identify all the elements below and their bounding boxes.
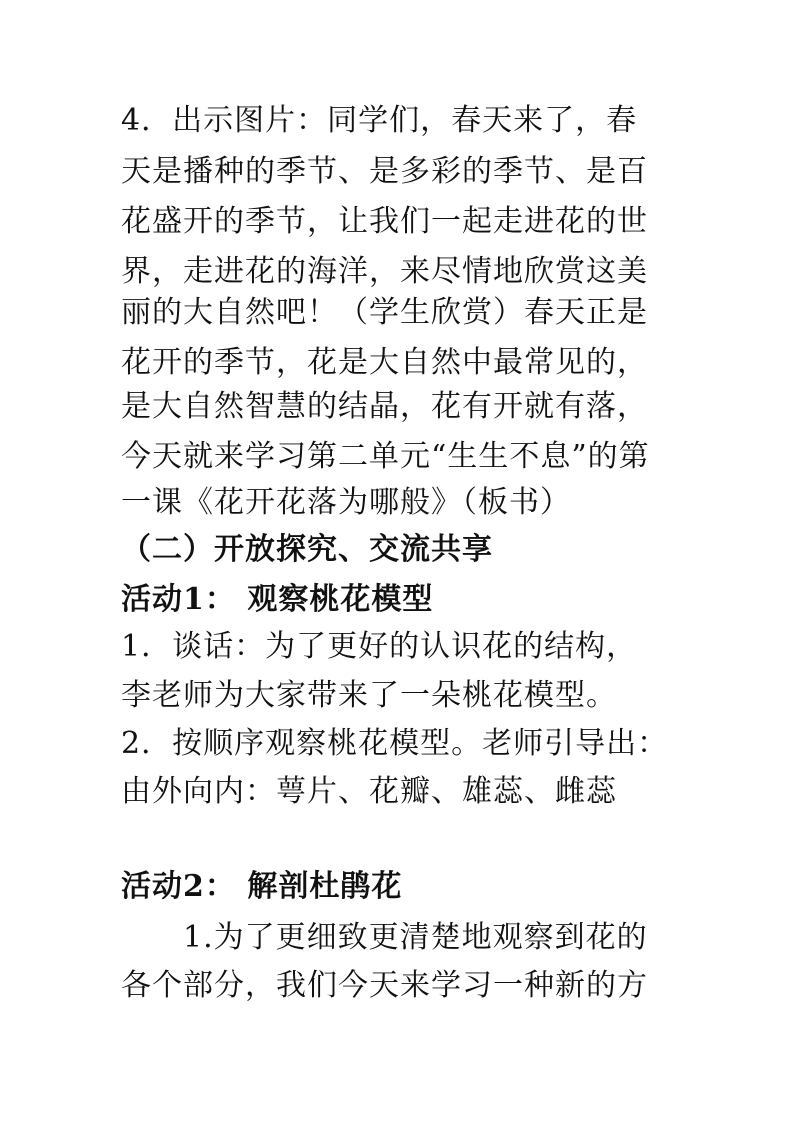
intro-line-5: 丽的大自然吧！（学生欣赏）春天正是 <box>121 295 648 330</box>
activity1-line-4: 由外向内：萼片、花瓣、雄蕊、雌蕊 <box>121 774 617 809</box>
intro-line-3: 花盛开的季节，让我们一起走进花的世 <box>121 204 648 239</box>
intro-line-7: 是大自然智慧的结晶，花有开就有落， <box>121 389 648 424</box>
activity1-line-3: 2．按顺序观察桃花模型。老师引导出： <box>121 726 669 761</box>
intro-line-2: 天是播种的季节、是多彩的季节、是百 <box>121 154 648 189</box>
activity2-heading: 活动2： 解剖杜鹃花 <box>121 869 403 904</box>
activity1-heading: 活动1： 观察桃花模型 <box>121 582 434 617</box>
intro-line-6: 花开的季节，花是大自然中最常见的， <box>121 345 648 380</box>
intro-line-4: 界，走进花的海洋，来尽情地欣赏这美 <box>121 254 648 289</box>
activity2-line-1: 1.为了更细致更清楚地观察到花的 <box>183 920 648 955</box>
section-heading: （二）开放探究、交流共享 <box>121 532 493 567</box>
intro-line-8: 今天就来学习第二单元“生生不息”的第 <box>121 439 650 474</box>
activity2-line-2: 各个部分，我们今天来学习一种新的方 <box>121 968 648 1003</box>
intro-line-1: 4．出示图片：同学们，春天来了，春 <box>121 103 638 138</box>
activity1-line-2: 李老师为大家带来了一朵桃花模型。 <box>121 678 617 713</box>
activity1-line-1: 1．谈话：为了更好的认识花的结构， <box>121 629 638 664</box>
intro-line-9: 一课《花开花落为哪般》（板书） <box>121 485 571 520</box>
